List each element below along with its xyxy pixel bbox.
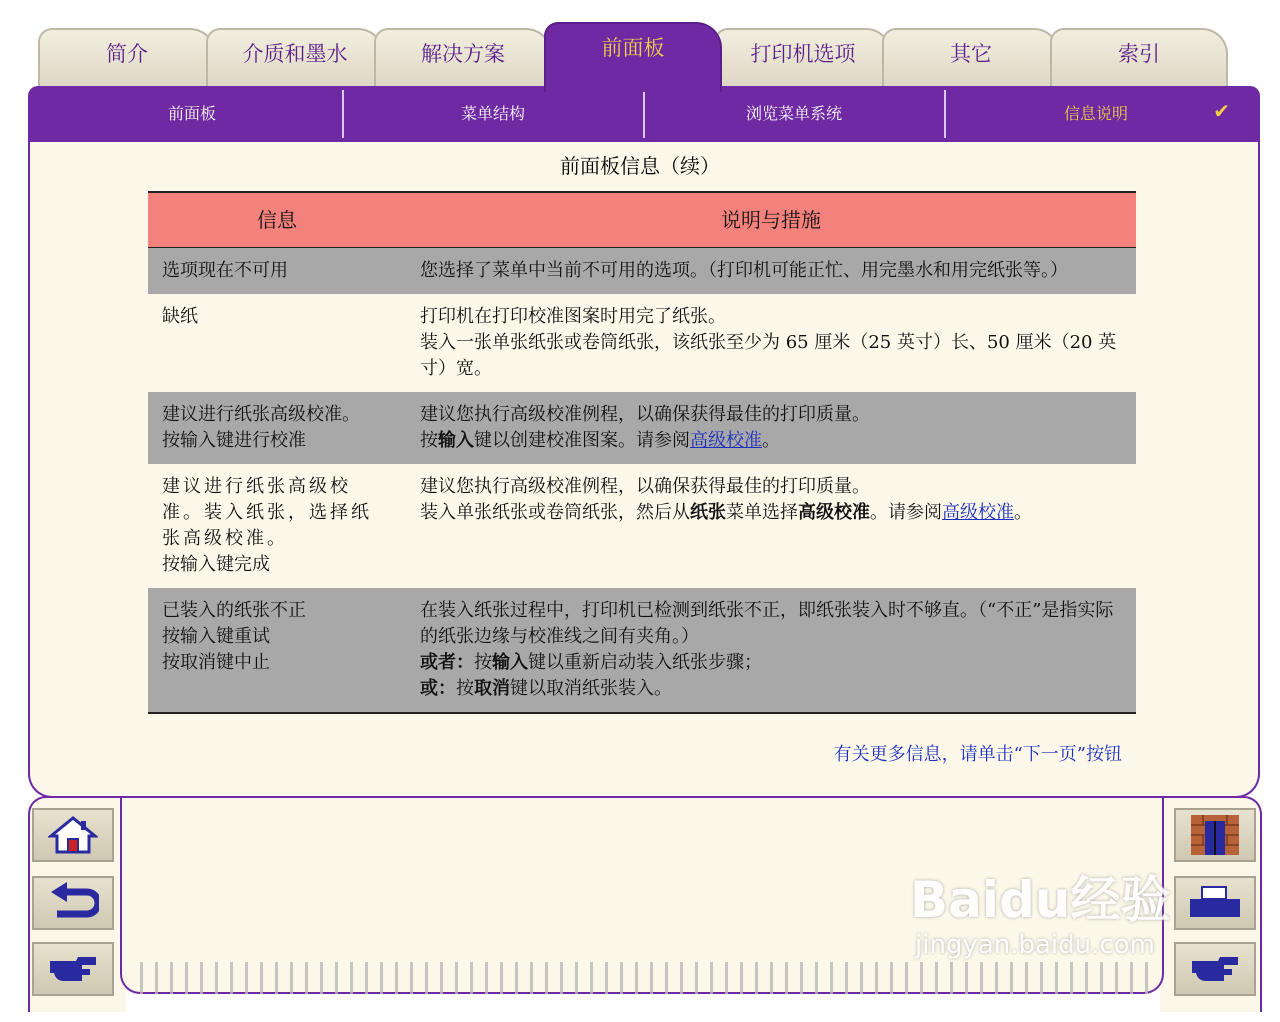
watermark-url: jingyan.baidu.com	[915, 930, 1155, 960]
binder-rings	[140, 962, 1150, 994]
tab-index[interactable]: 索引	[1050, 28, 1228, 90]
pointing-hand-icon	[46, 953, 100, 985]
exit-button[interactable]	[1174, 808, 1256, 862]
header-message: 信息	[148, 192, 406, 248]
tab-front-panel[interactable]: 前面板	[544, 22, 722, 92]
description-cell: 打印机在打印校准图案时用完了纸张。 装入一张单张纸张或卷筒纸张，该纸张至少为 65 厘米（25 英寸）长、50 厘米（20 英寸）宽。	[420, 306, 1117, 379]
advanced-calibration-link[interactable]: 高级校准	[690, 430, 762, 451]
printer-icon	[1188, 885, 1242, 921]
description-cell: 在装入纸张过程中，打印机已检测到纸张不正，即纸张装入时不够直。（“不正”是指实际的纸张边缘与校准线之间有夹角。） 或者：按输入键以重新启动装入纸张步骤； 或：按取消键以取消纸张装入。	[406, 588, 1136, 713]
advanced-calibration-link[interactable]: 高级校准	[942, 502, 1014, 523]
checkmark-icon: ✔	[1213, 99, 1230, 123]
door-icon	[1189, 813, 1241, 857]
more-info-hint: 有关更多信息，请单击“下一页”按钮	[833, 744, 1122, 765]
tab-printer-options[interactable]: 打印机选项	[714, 28, 892, 90]
table-row	[148, 588, 1136, 713]
subnav-item-front-panel[interactable]: 前面板	[42, 90, 344, 138]
table-row	[148, 294, 1136, 392]
subnav-item-menu-structure[interactable]: 菜单结构	[343, 90, 645, 138]
watermark-logo: Baidu经验	[910, 871, 1171, 929]
message-cell: 建议进行纸张高级校准。装入纸张，选择纸张高级校准。 按输入键完成	[162, 476, 372, 575]
description-cell: 建议您执行高级校准例程，以确保获得最佳的打印质量。 按输入键以创建校准图案。请参阅高级校准。	[406, 392, 1136, 464]
description-cell: 您选择了菜单中当前不可用的选项。（打印机可能正忙、用完墨水和用完纸张等。）	[406, 248, 1136, 295]
message-cell: 已装入的纸张不正 按输入键重试 按取消键中止	[148, 588, 406, 713]
message-cell: 选项现在不可用	[148, 248, 406, 295]
tab-other[interactable]: 其它	[882, 28, 1060, 90]
messages-table	[148, 191, 1136, 714]
description-cell: 建议您执行高级校准例程，以确保获得最佳的打印质量。 装入单张纸张或卷筒纸张，然后从纸张菜单选择高级校准。请参阅高级校准。	[420, 476, 1032, 523]
subnav-item-messages[interactable]: 信息说明	[1063, 104, 1128, 123]
tab-solutions[interactable]: 解决方案	[374, 28, 552, 90]
tab-media-ink[interactable]: 介质和墨水	[206, 28, 384, 90]
table-row	[148, 464, 1136, 588]
back-button[interactable]	[32, 876, 114, 930]
tab-intro[interactable]: 简介	[38, 28, 216, 90]
header-description: 说明与措施	[406, 192, 1136, 248]
message-cell: 缺纸	[162, 306, 198, 327]
table-header-row	[148, 192, 1136, 248]
subnav-item-browse-menu[interactable]: 浏览菜单系统	[644, 90, 946, 138]
pointing-hand-icon	[1188, 953, 1242, 985]
next-page-button-right[interactable]	[1174, 942, 1256, 996]
home-icon	[48, 815, 98, 855]
sub-navigation	[28, 86, 1260, 142]
message-cell: 建议进行纸张高级校准。 按输入键进行校准	[148, 392, 406, 464]
page-title: 前面板信息（续）	[560, 154, 720, 178]
table-row	[148, 248, 1136, 295]
print-button[interactable]	[1174, 876, 1256, 930]
back-icon	[47, 882, 99, 924]
table-row	[148, 392, 1136, 464]
section-tabs	[28, 20, 1260, 90]
next-page-button[interactable]	[32, 942, 114, 996]
home-button[interactable]	[32, 808, 114, 862]
